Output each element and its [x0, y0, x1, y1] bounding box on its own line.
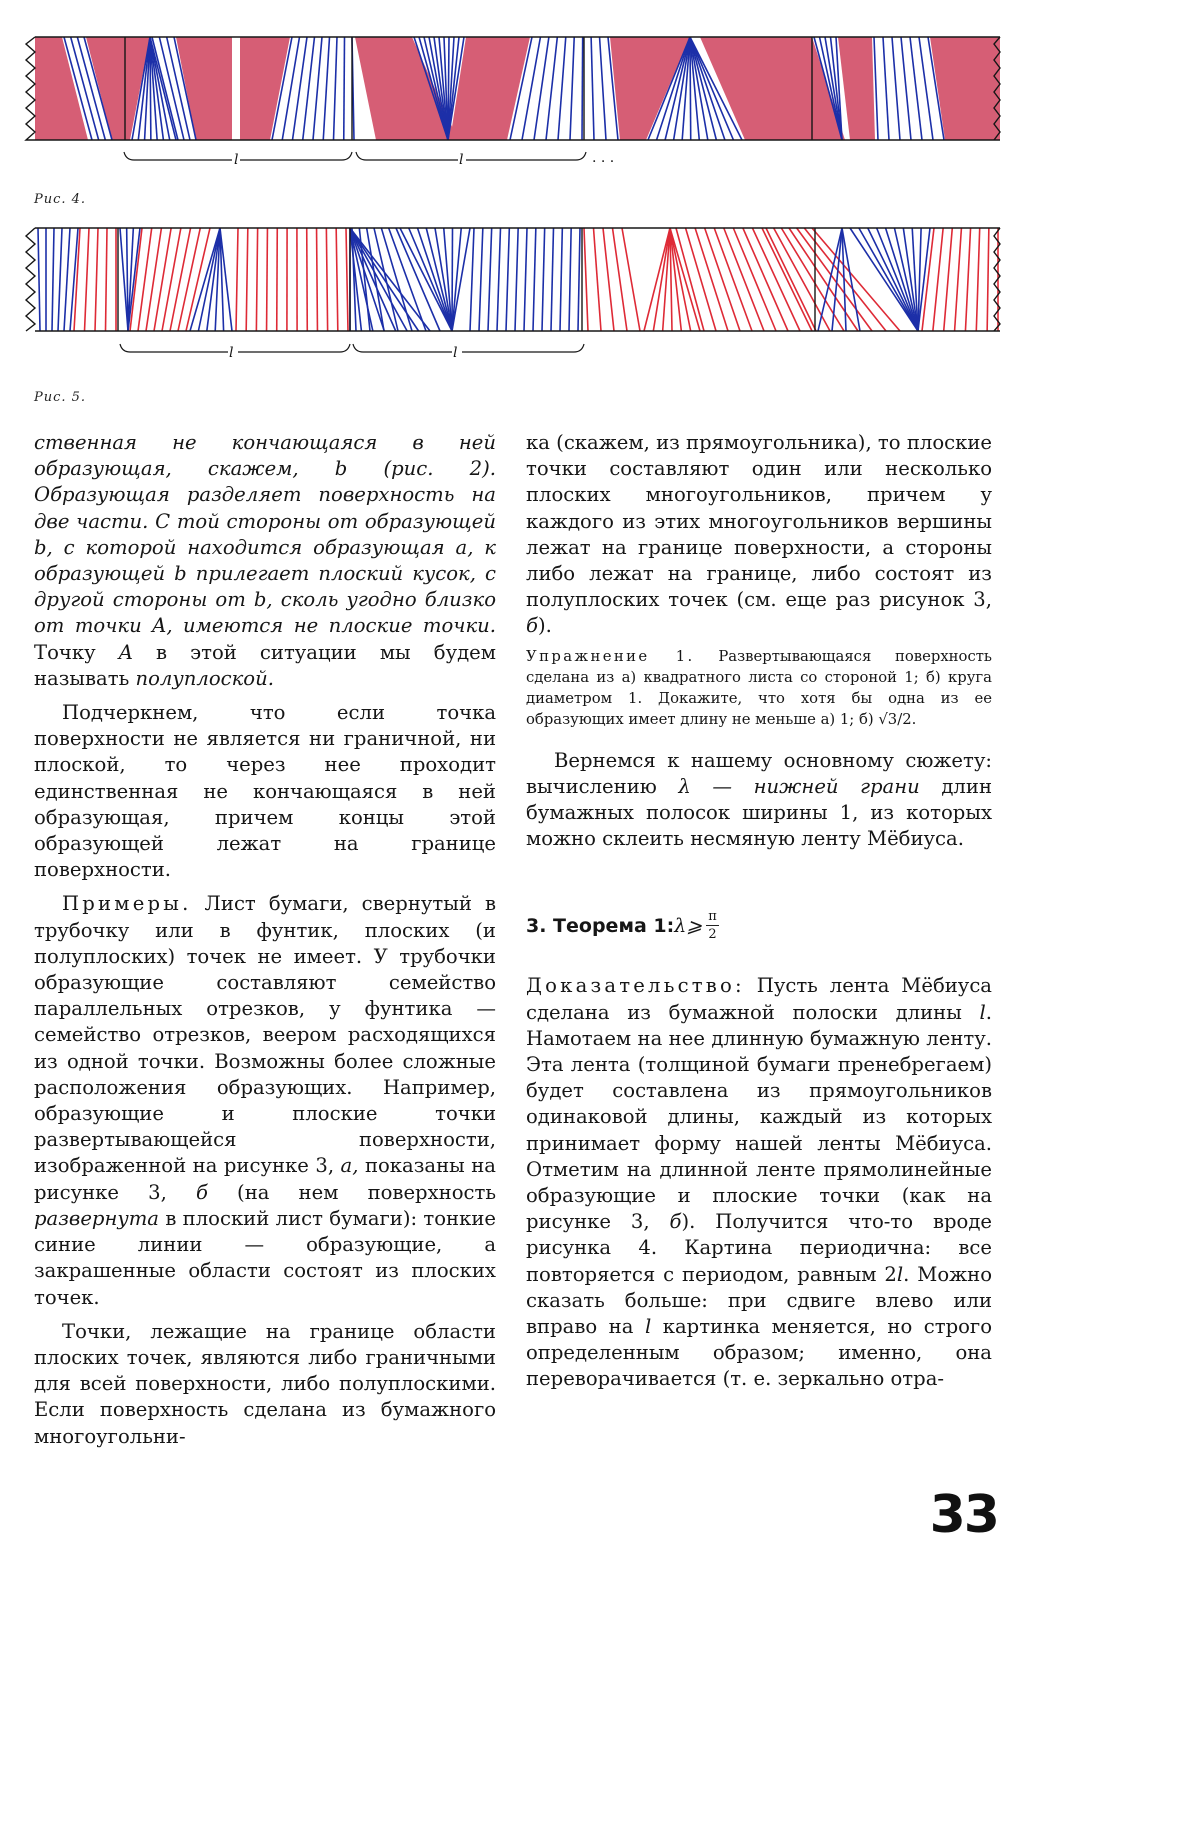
generatrix-line [569, 228, 571, 331]
generatrix-line [267, 228, 268, 331]
generatrix-line [551, 228, 554, 331]
brace-label-l: l [234, 152, 239, 168]
generatrix-line [38, 228, 40, 331]
generatrix-line [452, 228, 461, 331]
generatrix-line [955, 228, 962, 331]
generatrix-line [965, 228, 970, 331]
generatrix-line [344, 37, 345, 140]
generatrix-line [307, 228, 308, 331]
generatrix-line [714, 228, 752, 331]
flat-region [35, 37, 88, 140]
generatrix-line [277, 228, 278, 331]
generatrix-line [987, 228, 989, 331]
generatrix-line [690, 37, 708, 140]
generatrix-line [128, 228, 140, 331]
generatrix-line [85, 228, 90, 331]
generatrix-line [488, 228, 492, 331]
generatrix-line [524, 228, 527, 331]
section-heading: 3. Теорема 1: λ⩾ $\frac{\pi}{2}$ [526, 909, 717, 943]
proof-label: Доказательство: [526, 974, 745, 998]
flat-region [838, 37, 875, 140]
generatrix-line [506, 228, 509, 331]
generatrix-line [336, 228, 338, 331]
generatrix-line [533, 228, 536, 331]
generatrix-line [594, 228, 602, 331]
figure-5-braces [120, 344, 584, 352]
generatrix-line [146, 228, 161, 331]
generatrix-line [560, 228, 562, 331]
figure-5-generatrix-lines [38, 228, 998, 331]
generatrix-line [789, 228, 858, 331]
generatrix-line [584, 228, 588, 331]
generatrix-line [326, 228, 327, 331]
right-column [526, 430, 992, 1393]
left-column [34, 430, 496, 1450]
generatrix-line [64, 228, 70, 331]
generatrix-line [859, 228, 918, 331]
generatrix-line [578, 228, 580, 331]
generatrix-line [591, 37, 594, 140]
exercise-label: Упражнение 1. [526, 647, 695, 665]
paragraph: ка (скажем, из прямоугольника), то плоские точки составляют один или несколько плоских многоугольников, причем у каждого из этих многоугольников вершины лежат на границе поверхности, а стороны либо лежат на границе, либо состоят из полуплоских точек (см. еще раз рисунок 3, б). [526, 431, 992, 638]
generatrix-line [323, 37, 329, 140]
generatrix-line [418, 228, 453, 331]
brace-label-l: l [453, 345, 458, 361]
generatrix-line [653, 228, 670, 331]
generatrix-line [350, 228, 396, 331]
flat-region [930, 37, 1000, 140]
generatrix-line [346, 228, 348, 331]
generatrix-line [818, 228, 842, 331]
generatrix-line [910, 37, 922, 140]
paragraph: ственная не кончающаяся в ней образующая, скажем, b (рис. 2). Образующая разделяет поверхность на две части. С той стороны от образующей b, с которой находится образующая a, к образующей b прилегает плоский кусок, с другой стороны от b, сколь угодно близко от точки A, имеются не плоские точки. Точку A в этой ситуации мы будем называть полуплоской. [34, 431, 496, 690]
figure-4 [0, 28, 1024, 178]
paragraph: Точки, лежащие на границе области плоских точек, являются либо граничными для всей поверхности, либо полуплоскими. Если поверхность сделана из бумажного многоугольни- [34, 1319, 496, 1448]
generatrix-line [52, 228, 54, 331]
paragraph: Примеры. Лист бумаги, свернутый в трубочку или в фунтик, плоских (и полуплоских) точек не имеет. У трубочки образующие составляют семейство параллельных отрезков, у фунтика — семейство отрезков, веером расходящихся из одной точки. Возможны более сложные расположения образующих. Например, образующие и плоские точки развертывающейся поверхности, изображенной на рисунке 3, а, показаны на рисунке 3, б (на нем поверхность развернута в плоский лист бумаги): тонкие синие линии — образующие, а закрашенные области состоят из плоских точек. [34, 892, 496, 1309]
generatrix-line [752, 228, 800, 331]
generatrix-line [470, 228, 474, 331]
brace-label-l: l [229, 345, 234, 361]
generatrix-line [582, 37, 583, 140]
generatrix-line [317, 228, 318, 331]
continuation-ellipsis: . . . [592, 150, 615, 166]
figure-5-caption: Рис. 5. [34, 390, 87, 405]
generatrix-line [256, 228, 257, 331]
page-number: 33 [929, 1485, 998, 1545]
figure-4-caption: Рис. 4. [34, 192, 87, 207]
generatrix-line [546, 37, 557, 140]
paragraph: Вернемся к нашему основному сюжету: вычислению λ — нижней грани длин бумажных полосок ширины 1, из которых можно склеить несмяную ленту Мёбиуса. [526, 748, 992, 851]
generatrix-line [558, 37, 566, 140]
italic-text: ственная не кончающаяся в ней образующая, скажем, b (рис. 2). Образующая разделяет поверхность на две части. С той стороны от образующей b, с которой находится образующая a, к образующей b прилегает плоский кусок, с другой стороны от b, сколь угодно близко от точки A, имеются не плоские точки. [34, 431, 496, 638]
generatrix-line [236, 228, 238, 331]
generatrix-line [334, 37, 338, 140]
generatrix-line [724, 228, 764, 331]
generatrix-line [933, 228, 943, 331]
fraction: $\frac{\pi}{2}$ [708, 909, 717, 943]
exercise-block: Упражнение 1. Развертывающаяся поверхность сделана из а) квадратного листа со стороной 1; б) круга диаметром 1. Докажите, что хотя бы одна из ее образующих имеет длину не меньше а) 1; б) √3/2. [526, 647, 992, 728]
paragraph: Доказательство: Пусть лента Мёбиуса сделана из бумажной полоски длины l. Намотаем на нее длинную бумажную ленту. Эта лента (толщиной бумаги пренебрегаем) будет составлена из прямоугольников одинаковой длины, каждый из которых принимает форму нашей ленты Мёбиуса. Отметим на длинной ленте прямолинейные образующие и плоские точки (как на рисунке 3, б). Получится что-то вроде рисунка 4. Картина периодична: все повторяется с периодом, равным 2l. Можно сказать больше: при сдвиге влево или вправо на l картинка меняется, но строго определенным образом; именно, она переворачивается (т. е. зеркально отра- [526, 974, 992, 1391]
generatrix-line [892, 37, 900, 140]
generatrix-line [515, 228, 518, 331]
generatrix-line [883, 37, 889, 140]
generatrix-line [452, 228, 470, 331]
generatrix-line [479, 228, 483, 331]
generatrix-line [170, 228, 191, 331]
generatrix-line [313, 37, 322, 140]
generatrix-line [976, 228, 979, 331]
generatrix-line [603, 228, 614, 331]
generatrix-line [534, 37, 549, 140]
generatrix-line [58, 228, 62, 331]
generatrix-line [901, 37, 911, 140]
generatrix-line [162, 228, 181, 331]
generatrix-line [600, 37, 606, 140]
generatrix-line [246, 228, 248, 331]
generatrix-line [944, 228, 953, 331]
generatrix-line [497, 228, 501, 331]
generatrix-line [812, 228, 900, 331]
generatrix-line [542, 228, 545, 331]
generatrix-line [874, 37, 878, 140]
examples-label: Примеры. [62, 892, 192, 916]
generatrix-line [106, 228, 108, 331]
generatrix-line [95, 228, 98, 331]
generatrix-line [670, 228, 700, 331]
figure-4-braces [124, 152, 586, 160]
brace-label-l: l [459, 152, 464, 168]
generatrix-line [452, 228, 453, 331]
generatrix-line [570, 37, 574, 140]
paragraph: Подчеркнем, что если точка поверхности не является ни граничной, ни плоской, то через нее проходит единственная не кончающаяся в ней образующая, причем концы этой образующей лежат на границе поверхности. [34, 701, 496, 882]
figure-5 [0, 220, 1024, 370]
generatrix-line [154, 228, 171, 331]
